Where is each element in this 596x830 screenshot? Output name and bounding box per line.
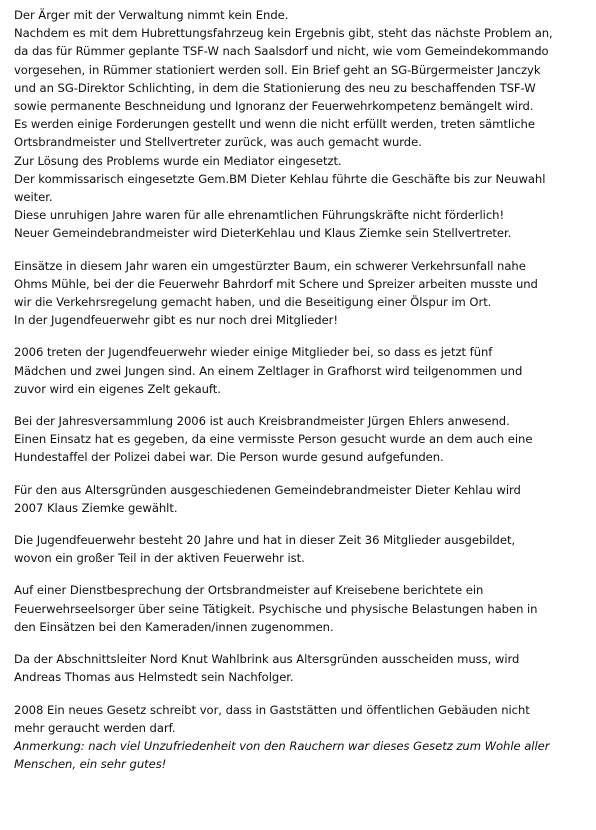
text-line: sowie permanente Beschneidung und Ignoranz der Feuerwehrkompetenz bemängelt wird.: [14, 99, 534, 114]
annotation-line: Anmerkung: nach viel Unzufriedenheit von den Rauchern war dieses Gesetz zum Wohle aller: [14, 738, 550, 753]
text-line: Hundestaffel der Polizei dabei war. Die Person wurde gesund aufgefunden.: [14, 450, 444, 465]
text-line: Ohms Mühle, bei der die Feuerwehr Bahrdorf mit Schere und Spreizer arbeiten musste und: [14, 276, 538, 291]
text-line: wovon ein großer Teil in der aktiven Feuerwehr ist.: [14, 551, 305, 566]
text-line: 2007 Klaus Ziemke gewählt.: [14, 500, 178, 515]
text-line: Diese unruhigen Jahre waren für alle ehrenamtlichen Führungskräfte nicht förderlich!: [14, 208, 505, 223]
paragraph-verwaltung: [14, 6, 582, 243]
text-line: Andreas Thomas aus Helmstedt sein Nachfolger.: [14, 670, 294, 685]
text-line: Auf einer Dienstbesprechung der Ortsbrandmeister auf Kreisebene berichtete ein: [14, 583, 484, 598]
text-line: Bei der Jahresversammlung 2006 ist auch Kreisbrandmeister Jürgen Ehlers anwesend.: [14, 414, 510, 429]
text-line: Der Ärger mit der Verwaltung nimmt kein Ende.: [14, 8, 289, 22]
text-line: Mädchen und zwei Jungen sind. An einem Zeltlager in Grafhorst wird teilgenommen und: [14, 363, 523, 378]
paragraph-rauchverbot-2008: [14, 701, 582, 774]
paragraph-jugendfeuerwehr-2006: [14, 343, 582, 398]
text-line: Einen Einsatz hat es gegeben, da eine vermisste Person gesucht wurde an dem auch eine: [14, 432, 533, 447]
text-line: zuvor wird ein eigenes Zelt gekauft.: [14, 381, 221, 396]
text-line: Nachdem es mit dem Hubrettungsfahrzeug kein Ergebnis gibt, steht das nächste Problem an,: [14, 26, 553, 41]
text-line: Für den aus Altersgründen ausgeschiedenen Gemeindebrandmeister Dieter Kehlau wird: [14, 482, 521, 497]
text-line: vorgesehen, in Rümmer stationiert werden soll. Ein Brief geht an SG-Bürgermeister Janczyk: [14, 62, 541, 77]
text-line: Feuerwehrseelsorger über seine Tätigkeit. Psychische und physische Belastungen haben in: [14, 601, 538, 616]
paragraph-jugendfeuerwehr-jubilaeum: [14, 531, 582, 567]
text-line: wir die Verkehrsregelung gemacht haben, und die Beseitigung einer Ölspur im Ort.: [14, 295, 492, 310]
text-line: Ortsbrandmeister und Stellvertreter zurück, was auch gemacht wurde.: [14, 135, 422, 150]
text-line: da das für Rümmer geplante TSF-W nach Saalsdorf und nicht, wie vom Gemeindekommando: [14, 44, 549, 59]
text-line: Da der Abschnittsleiter Nord Knut Wahlbrink aus Altersgründen ausscheiden muss, wird: [14, 652, 520, 667]
paragraph-abschnittsleiter: [14, 650, 582, 686]
text-line: Die Jugendfeuerwehr besteht 20 Jahre und hat in dieser Zeit 36 Mitglieder ausgebildet,: [14, 533, 516, 548]
text-line: mehr geraucht werden darf.: [14, 720, 176, 735]
paragraph-dienstbesprechung: [14, 581, 582, 636]
text-line: Es werden einige Forderungen gestellt und wenn die nicht erfüllt werden, treten sämtliche: [14, 117, 535, 132]
paragraph-jahresversammlung: [14, 412, 582, 467]
paragraph-gemeindebrandmeister-2007: [14, 481, 582, 517]
paragraph-einsaetze: [14, 257, 582, 330]
annotation-line: Menschen, ein sehr gutes!: [14, 757, 167, 772]
text-line: 2006 treten der Jugendfeuerwehr wieder einige Mitglieder bei, so dass es jetzt fünf: [14, 345, 493, 360]
text-line: Einsätze in diesem Jahr waren ein umgestürzter Baum, ein schwerer Verkehrsunfall nahe: [14, 258, 526, 273]
text-line: 2008 Ein neues Gesetz schreibt vor, dass in Gaststätten und öffentlichen Gebäuden nicht: [14, 702, 530, 717]
text-line: Neuer Gemeindebrandmeister wird DieterKehlau und Klaus Ziemke sein Stellvertreter.: [14, 226, 512, 241]
text-line: Der kommissarisch eingesetzte Gem.BM Dieter Kehlau führte die Geschäfte bis zur Neuwahl: [14, 171, 546, 186]
text-line: weiter.: [14, 190, 53, 205]
text-line: den Einsätzen bei den Kameraden/innen zugenommen.: [14, 619, 334, 634]
text-line: Zur Lösung des Problems wurde ein Mediator eingesetzt.: [14, 153, 342, 168]
text-line: und an SG-Direktor Schlichting, in dem die Stationierung des neu zu beschaffenden TSF-W: [14, 80, 536, 95]
text-line: In der Jugendfeuerwehr gibt es nur noch drei Mitglieder!: [14, 313, 338, 328]
